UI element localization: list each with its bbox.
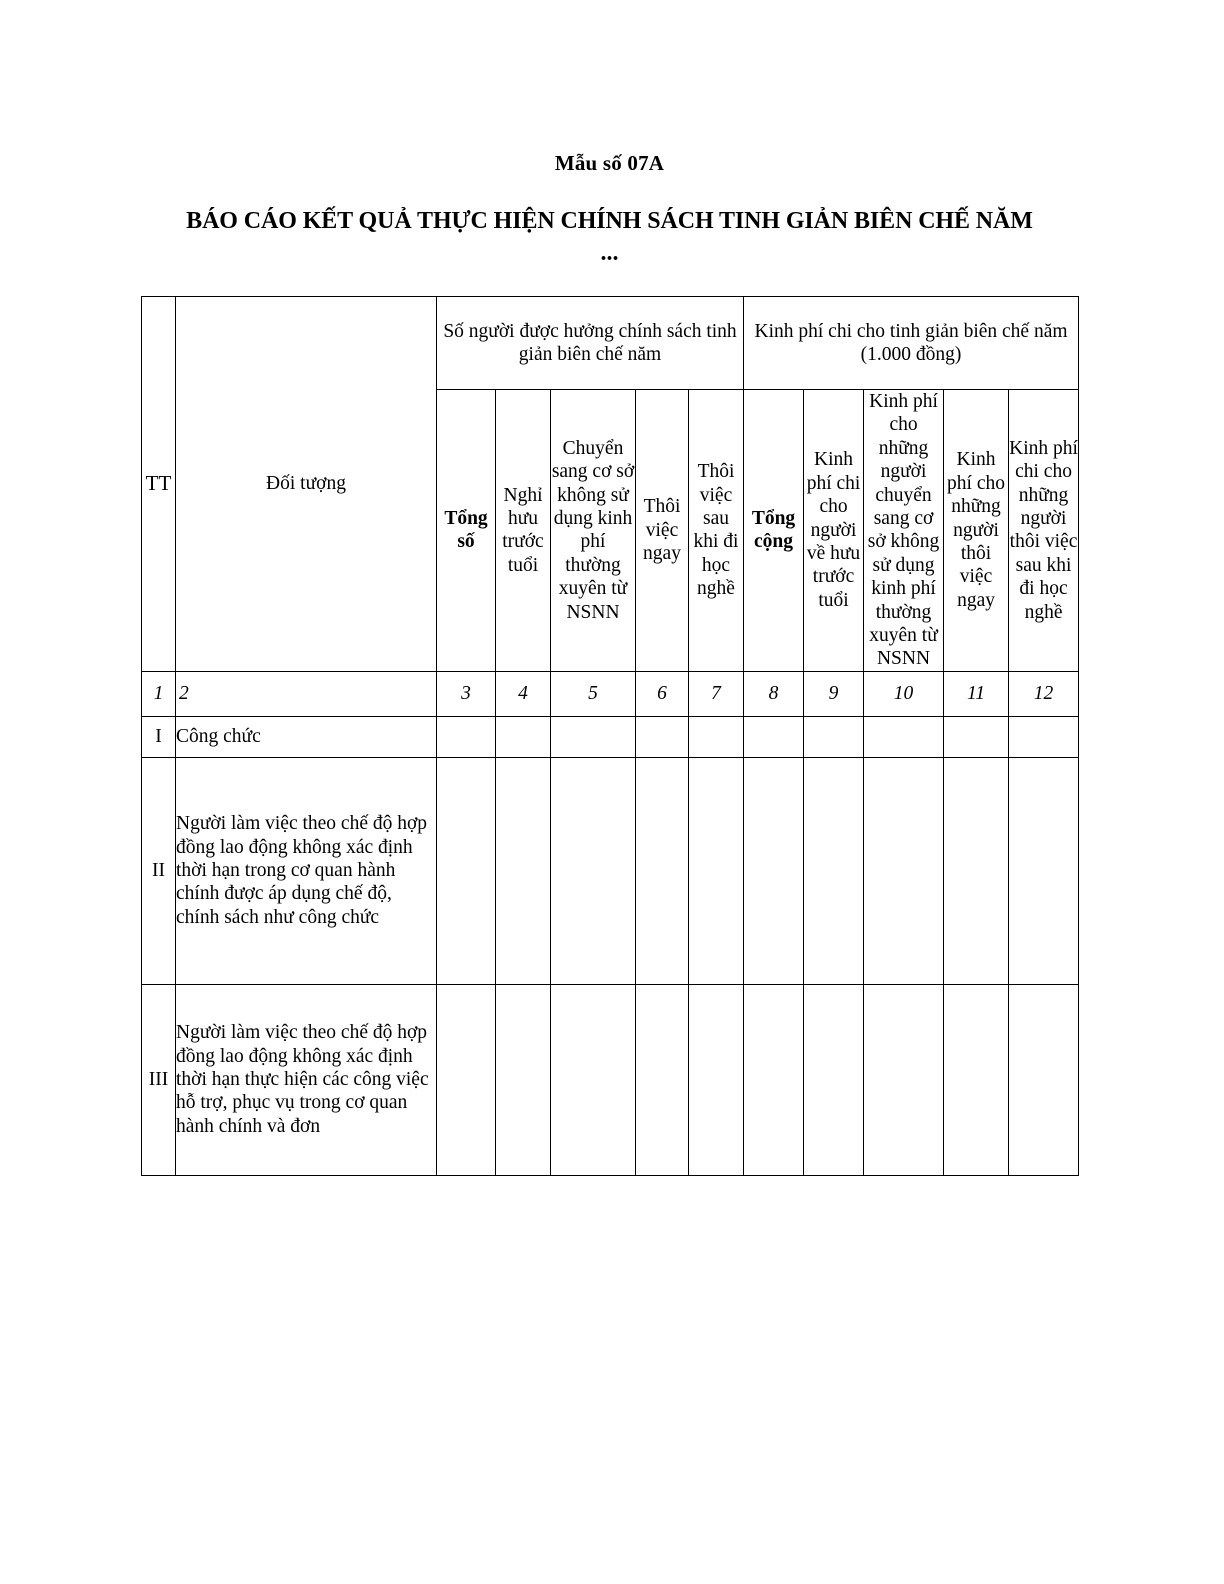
page-title-continuation: ... [600,239,619,266]
cell-kp-huu-truoc-tuoi[interactable] [804,984,864,1175]
row-doi-tuong: Người làm việc theo chế độ hợp đồng lao động không xác định thời hạn thực hiện các công việc hỗ trợ, phục vụ trong cơ quan hành chính và đơn [176,984,437,1175]
table-column-number-row [142,671,1079,716]
cell-kp-thoi-viec-sau-hoc-nghe[interactable] [1009,757,1079,984]
cell-thoi-viec-ngay[interactable] [636,716,689,757]
cell-kp-chuyen-co-so[interactable] [864,984,944,1175]
colnum-9: 9 [804,671,864,716]
header-group-kinh-phi: Kinh phí chi cho tinh giản biên chế năm (1.000 đồng) [744,297,1079,390]
cell-kp-thoi-viec-sau-hoc-nghe[interactable] [1009,984,1079,1175]
header-col-tong-cong: Tổng cộng [744,390,804,672]
report-table-wrapper [141,296,1078,1176]
header-group-so-nguoi: Số người được hưởng chính sách tinh giản biên chế năm [437,297,744,390]
form-number: Mẫu số 07A [554,151,665,175]
table-row [142,757,1079,984]
cell-kp-thoi-viec-ngay[interactable] [944,757,1009,984]
header-tt: TT [142,297,176,672]
colnum-7: 7 [689,671,744,716]
cell-thoi-viec-ngay[interactable] [636,984,689,1175]
header-col-nghi-huu-truoc-tuoi: Nghỉ hưu trước tuổi [496,390,551,672]
cell-tong-so[interactable] [437,984,496,1175]
header-col-thoi-viec-ngay: Thôi việc ngay [636,390,689,672]
cell-kp-thoi-viec-ngay[interactable] [944,716,1009,757]
colnum-11: 11 [944,671,1009,716]
header-col-kp-chuyen-co-so: Kinh phí cho những người chuyển sang cơ sở không sử dụng kinh phí thường xuyên từ NSNN [864,390,944,672]
row-index: I [142,716,176,757]
cell-thoi-viec-sau-hoc-nghe[interactable] [689,984,744,1175]
cell-thoi-viec-ngay[interactable] [636,757,689,984]
cell-kp-thoi-viec-ngay[interactable] [944,984,1009,1175]
table-row [142,716,1079,757]
header-col-kp-thoi-viec-sau-hoc-nghe: Kinh phí chi cho những người thôi việc sau khi đi học nghề [1009,390,1079,672]
cell-tong-cong[interactable] [744,757,804,984]
header-col-tong-so: Tổng số [437,390,496,672]
colnum-3: 3 [437,671,496,716]
cell-tong-cong[interactable] [744,716,804,757]
row-index: III [142,984,176,1175]
cell-kp-chuyen-co-so[interactable] [864,757,944,984]
cell-chuyen-sang-co-so[interactable] [551,984,636,1175]
colnum-6: 6 [636,671,689,716]
colnum-5: 5 [551,671,636,716]
cell-thoi-viec-sau-hoc-nghe[interactable] [689,716,744,757]
page-bottom-cutoff [0,1432,1224,1584]
colnum-1: 1 [142,671,176,716]
header-doi-tuong: Đối tượng [176,297,437,672]
report-table [141,296,1079,1176]
cell-chuyen-sang-co-so[interactable] [551,716,636,757]
row-index: II [142,757,176,984]
document-title-block [141,150,1078,266]
colnum-4: 4 [496,671,551,716]
cell-tong-so[interactable] [437,716,496,757]
cell-nghi-huu-truoc-tuoi[interactable] [496,757,551,984]
page-title: BÁO CÁO KẾT QUẢ THỰC HIỆN CHÍNH SÁCH TINH GIẢN BIÊN CHẾ NĂM [186,208,1033,235]
cell-tong-so[interactable] [437,757,496,984]
cell-kp-huu-truoc-tuoi[interactable] [804,716,864,757]
colnum-8: 8 [744,671,804,716]
cell-chuyen-sang-co-so[interactable] [551,757,636,984]
cell-kp-huu-truoc-tuoi[interactable] [804,757,864,984]
header-col-kp-huu-truoc-tuoi: Kinh phí chi cho người về hưu trước tuổi [804,390,864,672]
header-col-thoi-viec-sau-hoc-nghe: Thôi việc sau khi đi học nghề [689,390,744,672]
colnum-10: 10 [864,671,944,716]
header-col-kp-thoi-viec-ngay: Kinh phí cho những người thôi việc ngay [944,390,1009,672]
cell-nghi-huu-truoc-tuoi[interactable] [496,716,551,757]
cell-nghi-huu-truoc-tuoi[interactable] [496,984,551,1175]
row-doi-tuong: Công chức [176,716,437,757]
cell-kp-chuyen-co-so[interactable] [864,716,944,757]
table-group-header-row [142,297,1079,390]
colnum-2: 2 [176,671,437,716]
colnum-12: 12 [1009,671,1079,716]
cell-kp-thoi-viec-sau-hoc-nghe[interactable] [1009,716,1079,757]
header-col-chuyen-sang-co-so: Chuyển sang cơ sở không sử dụng kinh phí thường xuyên từ NSNN [551,390,636,672]
table-row [142,984,1079,1175]
cell-thoi-viec-sau-hoc-nghe[interactable] [689,757,744,984]
row-doi-tuong: Người làm việc theo chế độ hợp đồng lao động không xác định thời hạn trong cơ quan hành chính được áp dụng chế độ, chính sách như công chức [176,757,437,984]
cell-tong-cong[interactable] [744,984,804,1175]
